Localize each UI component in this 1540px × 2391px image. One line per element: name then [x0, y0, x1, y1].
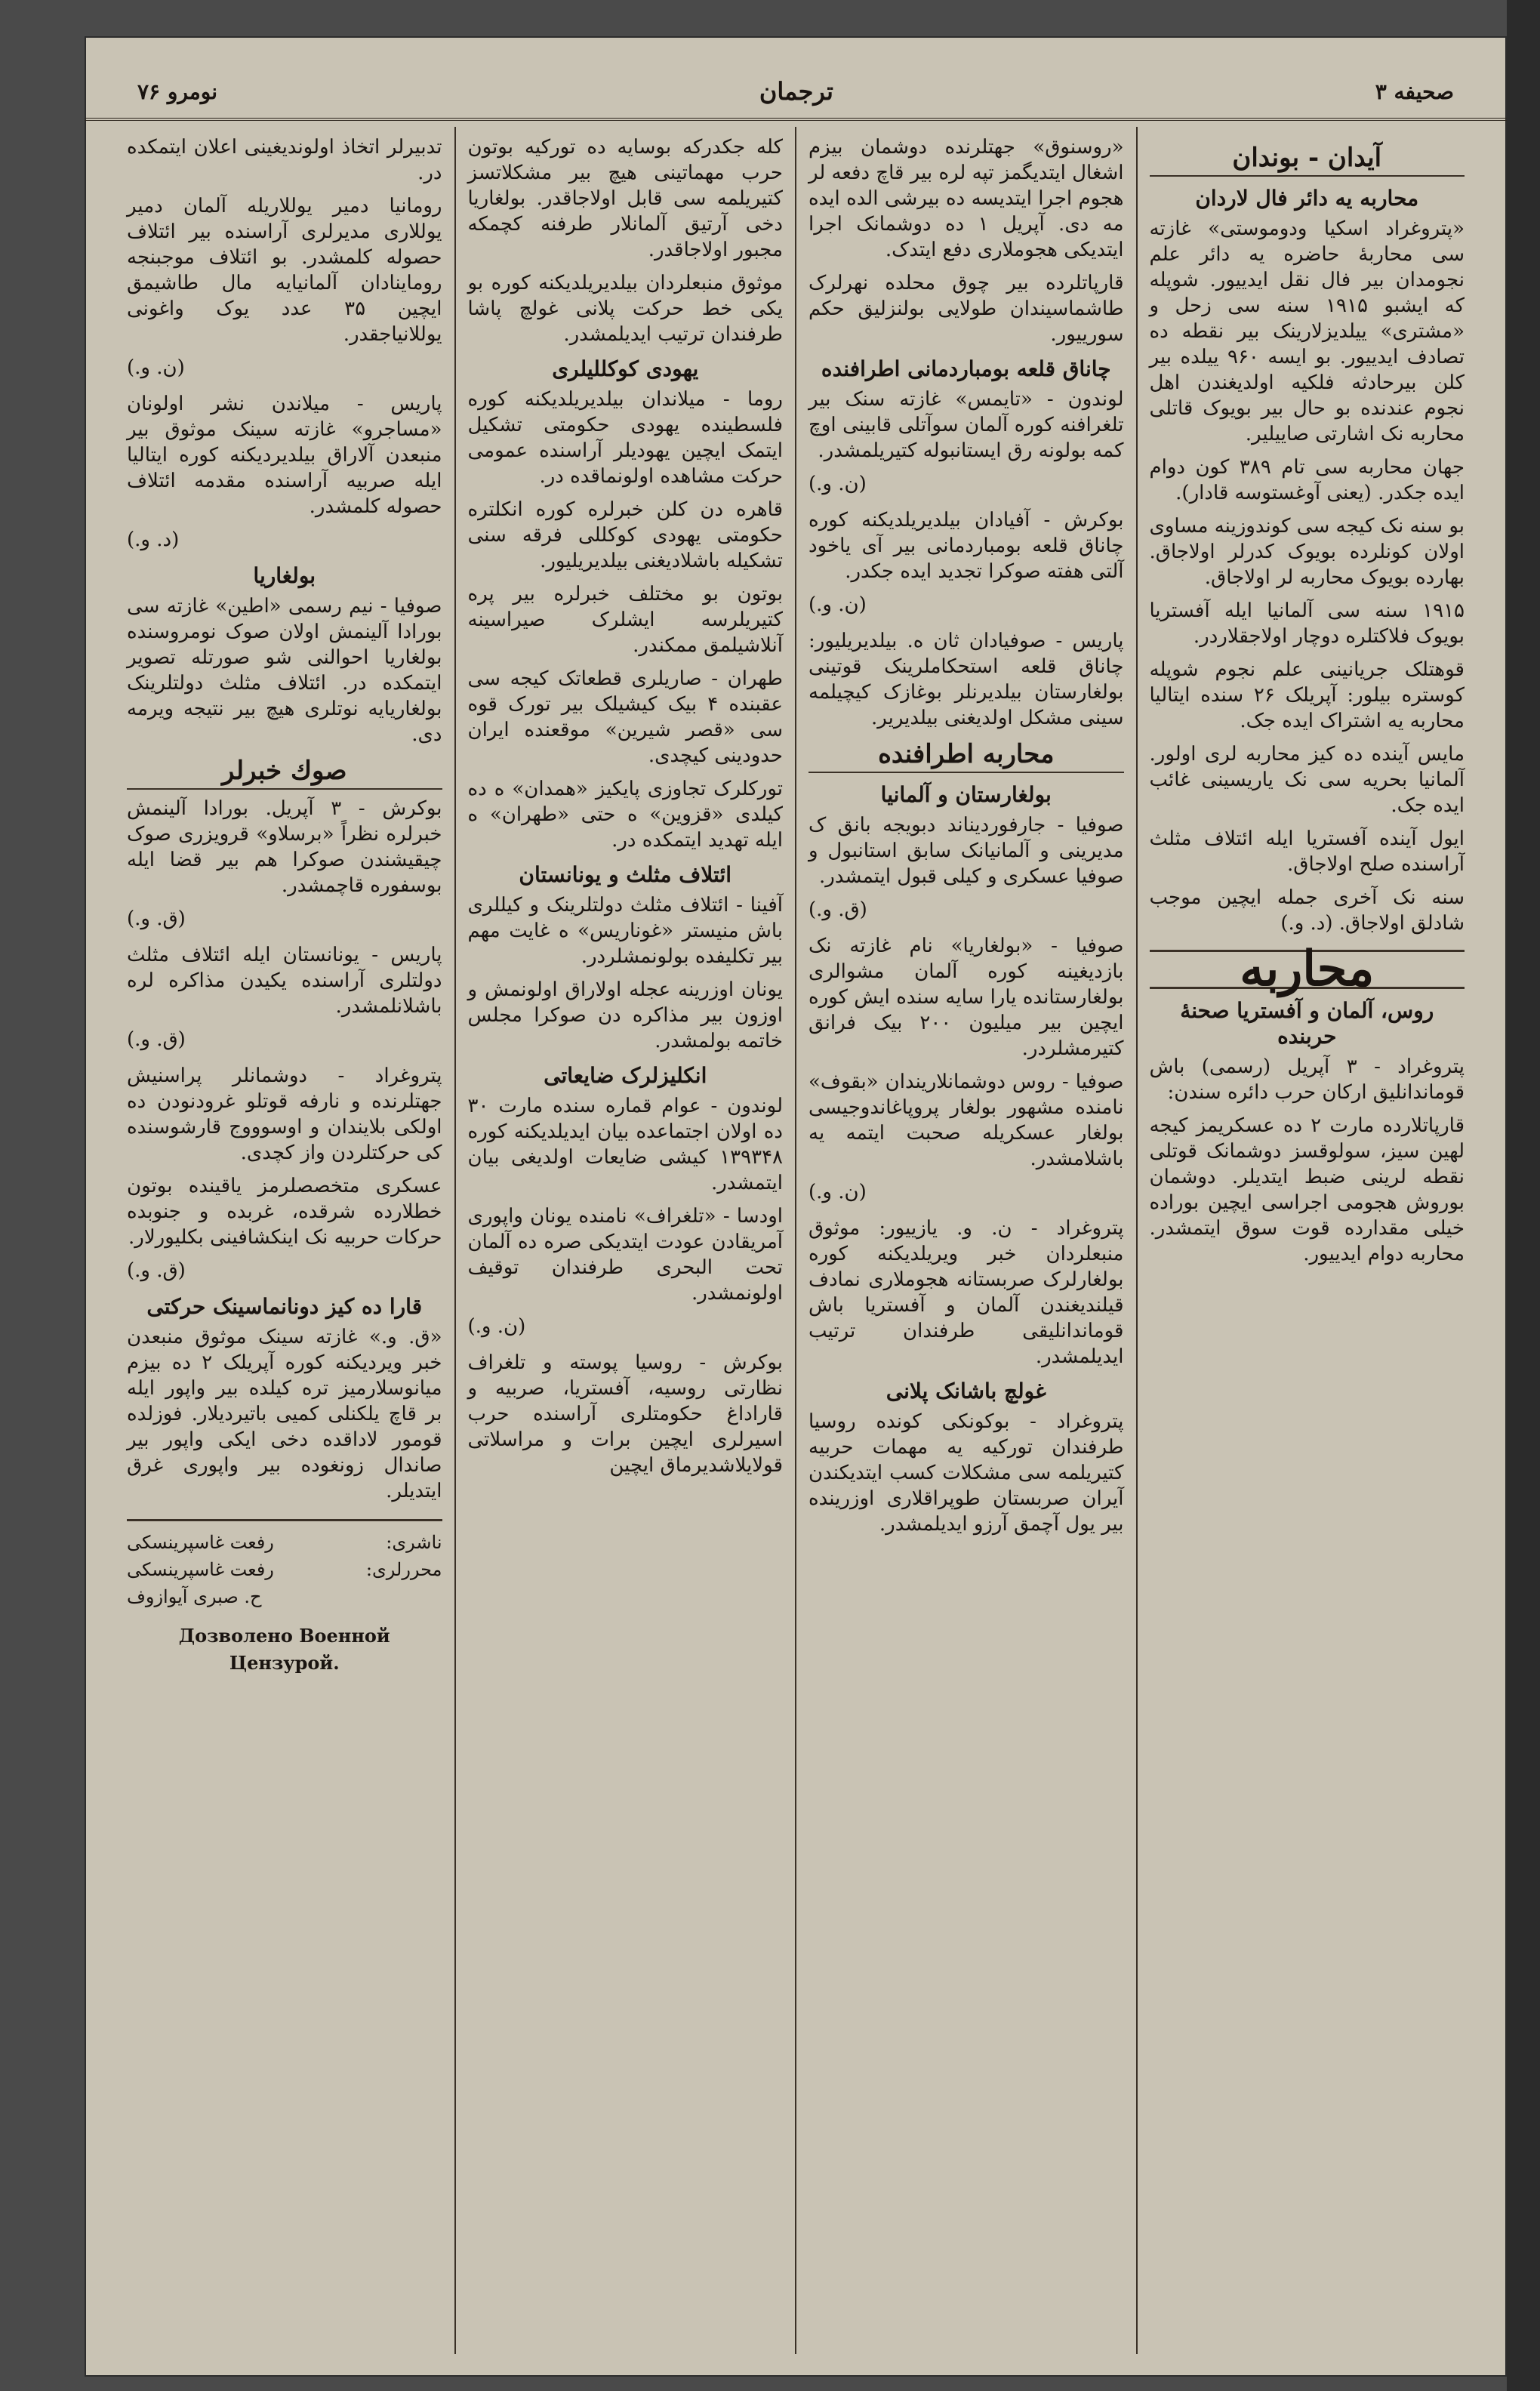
article-paragraph: آفینا - ائتلاف مثلث دولتلرینک و کیللری باش منیستر «غوناریس» ه غایت مهم بیر تکلیفده بولونمشلردر. — [467, 894, 783, 968]
article-paragraph: بوکرش - ۳ آپریل. بورادا آلینمش خبرلره نظراً «برسلاو» قرویزری صوک چیقیشندن صوکرا هم بیر قضا ایله بوسفوره قاچمشدر. — [127, 797, 442, 897]
page-edge — [1507, 0, 1540, 2391]
article-paragraph: پتروغراد - ن. و. یازییور: موثوق منبعلردان خبر ویریلدیکنه کوره بولغارلرک صربستانه هجوملاری نمادف قیلندیغندن آلمان و آفستریا باش قوماندانلیقی طرفندان ترتیب ایدیلمشدر. — [808, 1217, 1124, 1368]
article-paragraph: پتروغراد - بوکونکی کونده روسیا طرفندان توركیه یه مهمات حربیه کتیریلمه سی مشکلات کسب ایتدیکندن آیران صربستان طوپراقلاری اوزرینده بیر یول آچمق آرزو ایدیلمشدر. — [808, 1410, 1124, 1536]
article-paragraph: «ق. و.» غازته سینک موثوق منبعدن خبر ویردیکنه کوره آپریلک ۲ ده بیزم میانوسلارمیز تره کیلده بیر واپور ایله بر قاچ یلکنلی کمیی باتیردیلار. فوزلده قومور لاداقده دخی ایکی واپور بیر صاندال زونغوده بیر واپوری غرق ایتدیلر. — [127, 1326, 442, 1502]
article-paragraph: جهان محاربه سی تام ۳۸۹ کون دوام ایده جکدر. (یعنی آوغستوسه قادار). — [1149, 456, 1465, 504]
article-heading-entente-greece: ائتلاف مثلث و یونانستان — [519, 862, 732, 887]
article-paragraph: پتروغراد - ۳ آپریل (رسمی) باش قوماندانلیق ارکان حرب دائره سندن: — [1149, 1055, 1465, 1104]
article-heading-goltz-pasha: غولچ باشانک پلانی — [886, 1379, 1046, 1403]
article-paragraph: روما - میلاندان بیلدیریلدیکنه کوره فلسطینده یهودی حکومتی تشکیل ایتمک ایچین یهودیلر آراسنده عمومی حرکت مشاهده اولونماقده در. — [467, 388, 783, 488]
article-heading-bulgaria: بولغاریا — [253, 563, 316, 588]
masthead — [85, 65, 1507, 121]
source-signature: (ق. و.) — [127, 1259, 186, 1282]
article-paragraph: پاریس - یونانستان ایله ائتلاف مثلث دولتلری آراسنده یکیدن مذاکره لره باشلانلمشدر. — [127, 944, 442, 1018]
article-paragraph: قارپاتلرده بیر چوق محلده نهرلرک طاشماسیندان طولایی بولنزلیق حکم سورییور. — [808, 272, 1124, 346]
article-paragraph: صوفیا - «بولغاریا» نام غازته نک بازدیغینه کوره آلمان مشوالری بولغارستانده یارا سایه سنده ایش کوره ایچین بیر میلیون ۲۰۰ بیک فرانق کتیرمشلردر. — [808, 935, 1124, 1060]
column-3 — [454, 127, 796, 2354]
article-paragraph: «پتروغراد اسکیا ودوموستی» غازته سی محاربهٔ حاضره یه دائر علم نجومدان بیر فال نقل ایدییور. شوپله که ایشبو ۱۹۱۵ سنه سی زحل و «مشتری» ییلدیزلارینک بیر نقطه ده تصادف ایدییور. بو ایسه ۹۶۰ ییلده بیر کلن بیرحادثه فلکیه اولدیغندن اهل نجوم عندنده بو حال بیر بویوک قاتلی محاربه نک اشارتی صاییلیر. — [1149, 217, 1465, 445]
article-paragraph: رومانیا دمیر یوللاریله آلمان دمیر یوللاری مدیرلری آراسنده بیر ائتلاف حصوله کلمشدر. بو ائتلاف موجبنجه روماینادان آلمانیایه مال طاشیمق ایچین ۳۵ عدد یوک واغونی یوللانیاجقدر. — [127, 195, 442, 346]
publisher-name: رفعت غاسپرینسکی — [127, 1532, 274, 1553]
article-paragraph: صوفیا - جارفوردیناند دبویجه بانق ک مدیرینی و آلمانیانک سابق استانبول و صوفیا عسکری و کیلی قبول ایتمشدر. — [808, 814, 1124, 888]
article-paragraph: عسکری متخصصلرمز یاقینده بوتون خطلارده شرقده، غربده و جنوبده حرکات حربیه نک اینکشافینی بکلیورلار. — [127, 1175, 442, 1249]
article-paragraph: طهران - صاریلری قطعاتک کیجه سی عقبنده ۴ بیک کیشیلک بیر تورک قوه سی «قصر شیرین» موقعنده ایران حدودینی کیچدی. — [467, 667, 783, 767]
article-paragraph: بوکرش - آفیادان بیلدیریلدیکنه کوره چاناق قلعه بومباردمانی بیر آی یاخود آلتی هفته صوکرا تجدید ایده جکدر. — [808, 509, 1124, 583]
article-paragraph: قوهتلک جریانینی علم نجوم شوپله کوستره بیلور: آپریلک ۲۶ سنده ایتالیا محاربه یه اشتراک ایده جک. — [1149, 658, 1465, 732]
section-heading-latest-news: صوك خبرلر — [127, 758, 442, 790]
newspaper-title: ترجمان — [759, 77, 833, 106]
imprint — [127, 1519, 442, 1677]
article-paragraph: بو سنه نک کیجه سی کوندوزینه مساوی اولان کونلرده بویوک کدرلر اولاجاق. بهارده بویوک محاربه لر اولاجاق. — [1149, 515, 1465, 589]
article-paragraph: پاریس - میلاندن نشر اولونان «مساجرو» غازته سینک موثوق بیر منبعدن آلاراق بیلدیردیکنه کوره ایتالیا ایله صربیه آراسنده مقدمه ائتلاف حصوله کلمشدر. — [127, 393, 442, 518]
editor-name: رفعت غاسپرینسکی — [127, 1559, 274, 1580]
article-paragraph: صوفیا - نیم رسمی «اطین» غازته سی بورادا آلینمش اولان صوک نومروسنده بولغاریا احوالنی شو صورتله تصویر ایتمکده در. ائتلاف مثلث دولتلرینک بولغاریایه نوتلری هیچ بیر نتیجه ویرمه دی. — [127, 595, 442, 746]
source-signature: (د. و.) — [127, 528, 180, 551]
article-heading-british-losses: انکلیزلرک ضایعاتی — [544, 1063, 707, 1088]
editors-label: محررلری: — [365, 1559, 442, 1580]
article-paragraph: لوندون - عوام قماره سنده مارت ۳۰ ده اولان اجتماعده بیان ایدیلدیکنه کوره ۱۳۹۳۴۸ کیشی ضایعات اولدیغی بیان ایتمشدر. — [467, 1095, 783, 1194]
article-paragraph: مایس آینده ده کیز محاربه لری اولور. آلمانیا بحریه سی نک یاریسینی غائب ایده جک. — [1149, 743, 1465, 817]
article-heading-dardanelles: چاناق قلعه بومباردمانی اطرافنده — [821, 356, 1111, 381]
source-signature: (ق. و.) — [127, 1028, 186, 1051]
article-heading-bulgaria-germany: بولغارستان و آلمانیا — [880, 782, 1052, 807]
section-heading-war: محاربه — [1150, 950, 1465, 989]
source-signature: (ن. و.) — [127, 356, 185, 379]
article-heading-fal: محاربه یه دائر فال لاردان — [1195, 186, 1419, 211]
source-signature: (ق. و.) — [808, 898, 867, 921]
page-label: صحیفه ۳ — [1375, 79, 1454, 104]
article-heading-war-theatre: روس، آلمان و آفستریا صحنهٔ حربنده — [1180, 998, 1434, 1049]
section-heading-around-war: محاربه اطرافنده — [808, 741, 1124, 773]
column-2 — [795, 127, 1136, 2354]
section-heading-aydan-bundan: آیدان - بوندان — [1150, 145, 1465, 177]
article-paragraph: سنه نک آخری جمله ایچین موجب شادلق اولاجاق. (د. و.) — [1149, 886, 1465, 935]
article-paragraph: اودسا - «تلغراف» نامنده یونان واپوری آمریقادن عودت ایتدیکی صره ده آلمان تحت البحری طرفندان توقیف اولونمشدر. — [467, 1205, 783, 1305]
issue-number: نومرو ۷۶ — [137, 79, 218, 104]
article-heading-black-sea-fleet: قارا ده کیز دونانماسینک حرکتی — [146, 1294, 423, 1319]
article-paragraph: موثوق منبعلردان بیلدیریلدیکنه کوره بو یکی خط حرکت پلانی غولچ پاشا طرفندان ترتیب ایدیلمشدر. — [467, 272, 783, 346]
censorship-notice: Дозволено Военной Цензурой. — [178, 1625, 390, 1674]
article-paragraph: تدبیرلر اتخاذ اولوندیغینی اعلان ایتمکده در. — [127, 136, 442, 184]
article-paragraph: لوندون - «تایمس» غازته سنک بیر تلغرافنه کوره آلمان سوآتلی قابینی اوچ کمه بولونه رق ایستانبوله کتیریلمشدر. — [808, 388, 1124, 462]
source-signature: (ن. و.) — [808, 473, 867, 495]
columns — [115, 127, 1477, 2354]
article-paragraph: قاهره دن کلن خبرلره کوره انکلتره حکومتی یهودی کوکللی فرقه سنی تشکیله باشلادیغنی بیلدیریلیور. — [467, 498, 783, 572]
source-signature: (ق. و.) — [127, 907, 186, 930]
article-paragraph: «روسنوق» جهتلرنده دوشمان بیزم اشغال ایتدیگمز تپه لره بیر قاچ دفعه لر هجوم اجرا ایتدیسه ده بیرشی الده ایده مه دی. آپریل ۱ ده دوشمانک اجرا ایتدیکی هجوملاری دفع ایتدک. — [808, 136, 1124, 261]
article-paragraph: پاریس - صوفیادان ثان ه. بیلدیریلیور: چاناق قلعه استحکاملرینک قوتینی بولغارستان بیلدیرنلر بوغازک کیچیلمه سینی مشکل اولدیغنی بیلدیریر. — [808, 630, 1124, 729]
article-paragraph: یونان اوزرینه عجله اولاراق اولونمش و اوزون بیر مذاکره دن صوکرا مجلس خاتمه بولمشدر. — [467, 978, 783, 1052]
article-heading-jewish-volunteers: یهودی کوکللیلری — [552, 356, 699, 381]
column-4 — [115, 127, 454, 2354]
source-signature: (ن. و.) — [808, 593, 867, 616]
article-paragraph: تورکلرک تجاوزی پایکیز «همدان» ه ده کیلدی «قزوین» ه حتی «طهران» ه ایله تهدید ایتمکده در. — [467, 778, 783, 852]
article-paragraph: بوکرش - روسیا پوسته و تلغراف نظارتی روسیه، آفستریا، صربیه و قاراداغ حکومتلری آراسنده حرب اسیرلری ایچین برات و مراسلاتی قولایلاشدیرماق ایچین — [467, 1351, 783, 1477]
newspaper-page — [85, 36, 1507, 2377]
article-paragraph: پتروغراد - دوشمانلر پراسنیش جهتلرنده و نارفه قوتلو غرودنودن ده اولکی بلایندان و اوسوووج قارشوسنده کی حرکتلردن واز کچدی. — [127, 1065, 442, 1164]
source-signature: (ن. و.) — [808, 1181, 867, 1203]
article-paragraph: صوفیا - روس دوشمانلاریندان «بقوف» نامنده مشهور بولغار پروپاغاندوجیسی بولغار عسکریله صحبت ایتمه یه باشلامشدر. — [808, 1071, 1124, 1170]
article-paragraph: کله جکدرکه بوسایه ده توركیه بوتون حرب مهماتینی هیچ بیر مشکلاتسز کتیریلمه سی قابل اولاجاقدر. بولغاریا دخی آرتیق آلمانلار طرفنه کچمکه مجبور اولاجاقدر. — [467, 136, 783, 261]
publisher-label: ناشری: — [386, 1532, 442, 1553]
article-paragraph: قارپاتلارده مارت ۲ ده عسکریمز کیجه لهین سیز، سولوقسز دوشمانک قوتلی نقطه لرینی ضبط ایتدیلر. دوشمان بوروش هجومی اجراسی ایچین بوراده خیلی مقدارده قوت سوق ایتمشدر. محاربه دوام ایدییور. — [1149, 1114, 1465, 1265]
article-paragraph: بوتون بو مختلف خبرلره بیر پره کتیریلرسه ایشلرک صیراسینه آنلاشیلمق ممکندر. — [467, 583, 783, 657]
article-paragraph: ۱۹۱۵ سنه سی آلمانیا ایله آفستریا بویوک فلاکتلره دوچار اولاجقلاردر. — [1149, 599, 1465, 648]
article-paragraph: ایول آینده آفستریا ایله ائتلاف مثلث آراسنده صلح اولاجاق. — [1149, 827, 1465, 876]
source-signature: (ن. و.) — [467, 1315, 526, 1338]
column-1 — [1136, 127, 1477, 2354]
editor-name: ح. صبری آیوازوف — [127, 1586, 262, 1607]
